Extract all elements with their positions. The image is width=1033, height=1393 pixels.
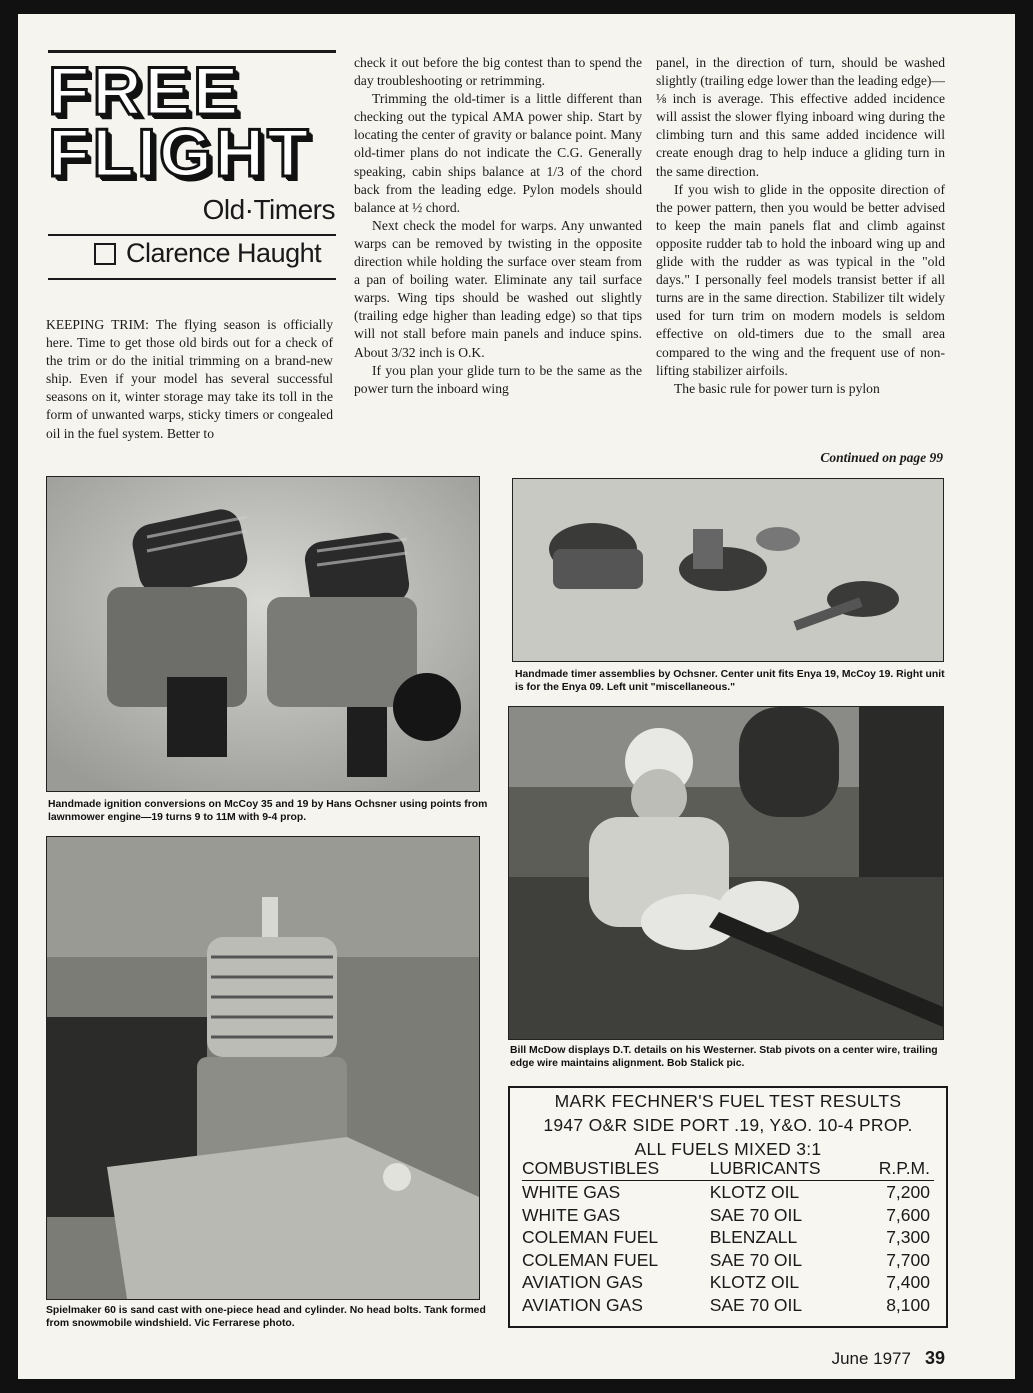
rpm-cell: 7,600 [886,1204,930,1225]
combustible-cell: WHITE GAS [522,1204,621,1225]
page-number: 39 [924,1348,945,1368]
mcdow-caption: Bill McDow displays D.T. details on his Westerner. Stab pivots on a center wire, trailing edge wire maintains alignment. Bob Stalick pic. [510,1045,938,1069]
text-column-3 [656,54,945,398]
lubricant-cell: KLOTZ OIL [709,1182,800,1202]
table-row [522,1204,934,1227]
rpm-cell: 8,100 [886,1294,930,1315]
table-header-row [522,1158,934,1181]
author-name: Clarence Haught [126,238,322,268]
rpm-cell: 7,200 [886,1182,930,1202]
combustible-cell: AVIATION GAS [522,1294,643,1315]
combustible-cell: COLEMAN FUEL [522,1227,659,1248]
timers-caption: Handmade timer assemblies by Ochsner. Center unit fits Enya 19, McCoy 19. Right unit is for the Enya 09. Left unit "miscellaneous." [515,669,945,693]
text-column-1 [46,316,333,443]
table-row [522,1249,934,1272]
paragraph: KEEPING TRIM: The flying season is officially here. Time to get those old birds out for a check of the trim or do the initial trimming on a brand-new ship. Even if your model has several successful seasons on it, winter storage may take its toll in the form of unwanted warps, sticky timers or congealed oil in the fuel system. Better to [46,317,333,441]
column-header: R.P.M. [849,1158,934,1181]
table-row [522,1271,934,1294]
paragraph: If you wish to glide in the opposite direction of the power pattern, then you would be better advised to keep the main panels flat and climb against opposite rudder tab to hold the inboard wing up and glide with the rudder as was typical in the "old days." I personally feel models transist better if all turns are in the same direction. Stabilizer tilt widely used for turn trim on modern models is seldom effective on old-timers due to the small area compared to the wing and the frequent use of non-lifting stabilizer airfoils. [656,181,945,378]
title-line-flight: FLIGHT [48,115,312,191]
checkbox-icon [94,243,116,265]
engines-caption: Handmade ignition conversions on McCoy 35 and 19 by Hans Ochsner using points from lawnmower engine—19 turns 9 to 11M with 9-4 prop. [48,799,488,823]
paragraph: If you plan your glide turn to be the same as the power turn the inboard wing [354,362,642,396]
rpm-cell: 7,300 [886,1227,930,1248]
fuel-table-mix: ALL FUELS MIXED 3:1 [634,1139,822,1159]
spielmaker-caption: Spielmaker 60 is sand cast with one-piece head and cylinder. No head bolts. Tank formed from snowmobile windshield. Vic Ferrarese photo. [46,1305,486,1329]
lubricant-cell: SAE 70 OIL [709,1249,803,1270]
spielmaker-photo [46,836,480,1300]
column-header: LUBRICANTS [710,1158,849,1181]
title-line-free: FREE [48,53,242,129]
department-label: Old·Timers [202,194,335,225]
header-bottom-rule [48,278,336,280]
fuel-table-title: MARK FECHNER'S FUEL TEST RESULTS [554,1091,902,1111]
lubricant-cell: BLENZALL [709,1227,798,1248]
fuel-table [522,1158,934,1317]
column-title [48,53,348,191]
engines-photo [46,476,480,792]
table-row [522,1181,934,1204]
timers-photo [512,478,944,662]
table-row [522,1226,934,1249]
mcdow-photo [508,706,944,1040]
paragraph: panel, in the direction of turn, should be washed slightly (trailing edge lower than the leading edge)—⅛ inch is average. This effective added incidence will assist the slower flying inboard wing during the climbing turn and this same added incidence will create enough drag to help induce a gliding turn in the same direction. [656,55,945,179]
page-footer [832,1348,945,1369]
paragraph: check it out before the big contest than to spend the day troubleshooting or retrimming. [354,55,642,89]
rpm-cell: 7,400 [886,1272,930,1293]
combustible-cell: WHITE GAS [522,1182,621,1202]
magazine-page [18,14,1015,1379]
paragraph: The basic rule for power turn is pylon [674,380,880,396]
fuel-test-results-box [508,1086,948,1328]
issue-date: June 1977 [831,1349,911,1368]
paragraph: Next check the model for warps. Any unwanted warps can be removed by twisting in the opposite direction while holding the surface over steam from a pan of boiling water. Eliminate any tail surface warps. Wing tips should be washed out slightly (trailing edge higher than leading edge) so that tips will not stall before main panels and induce spins. About 3/32 inch is O.K. [354,217,642,360]
column-header: COMBUSTIBLES [522,1158,710,1181]
header-mid-rule [48,234,336,236]
lubricant-cell: SAE 70 OIL [709,1294,803,1315]
paragraph: Trimming the old-timer is a little different than checking out the typical AMA power ship. Start by locating the center of gravity or balance point. Many old-timer plans do not indicate the C.G. Generally speaking, cabin ships balance at 1/3 of the chord back from the leading edge. Pylon models should balance at ½ chord. [354,91,642,215]
combustible-cell: AVIATION GAS [522,1272,643,1293]
lubricant-cell: SAE 70 OIL [709,1204,803,1225]
fuel-table-subtitle: 1947 O&R SIDE PORT .19, Y&O. 10-4 PROP. [543,1115,913,1135]
continued-note: Continued on page 99 [820,450,943,465]
byline [94,238,321,269]
rpm-cell: 7,700 [886,1249,930,1270]
combustible-cell: COLEMAN FUEL [522,1249,659,1270]
table-row [522,1294,934,1317]
text-column-2 [354,54,642,398]
lubricant-cell: KLOTZ OIL [709,1272,800,1293]
